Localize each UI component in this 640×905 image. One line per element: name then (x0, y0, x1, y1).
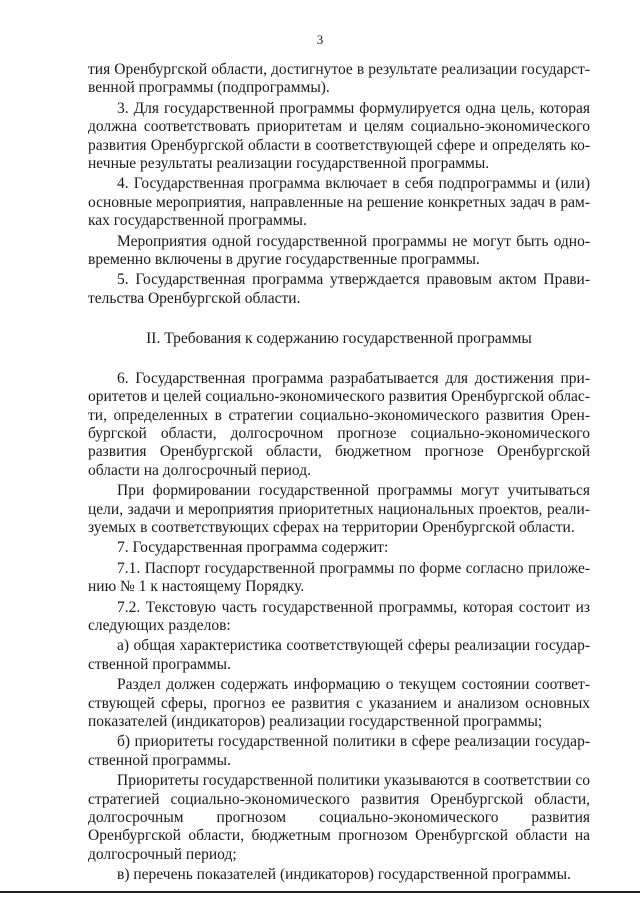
paragraph-item-7-2: 7.2. Текстовую часть государственной программы, которая состоит из следующих разделов: (88, 598, 590, 634)
paragraph-priorities: Приоритеты государственной политики указываются в соответствии со стратегией социально-экономического развития Оренбургской области, долгосрочным прогнозом социально-экономического развития Оренбургской области, бюджетным прогнозом Оренбургской области на долгосрочный период; (88, 772, 590, 863)
paragraph-item-3: 3. Для государственной программы формулируется одна цель, которая должна соответствовать приоритетам и целям социально-экономического развития Оренбургской области в соответствующей сфере и определять конечные результаты реализации государственной программы. (88, 99, 590, 173)
paragraph-national-projects: При формировании государственной программы могут учитываться цели, задачи и мероприятия приоритетных национальных проектов, реализуемых в соответствующих сферах на территории Оренбургской области. (88, 482, 590, 536)
paragraph-continuation: тия Оренбургской области, достигнутое в результате реализации государственной программы (подпрограммы). (88, 61, 590, 97)
paragraph-item-4: 4. Государственная программа включает в себя подпрограммы и (или) основные мероприятия, направленные на решение конкретных задач в рамках государственной программы. (88, 175, 590, 230)
paragraph-item-5: 5. Государственная программа утверждается правовым актом Правительства Оренбургской области. (88, 271, 590, 307)
document-body (88, 61, 590, 885)
paragraph-item-7: 7. Государственная программа содержит: (117, 539, 389, 557)
bottom-rule (0, 891, 640, 893)
paragraph-section-content: Раздел должен содержать информацию о текущем состоянии соответствующей сферы, прогноз ее развития с указанием и анализом основных показателей (индикаторов) реализации государственной программы; (88, 676, 590, 730)
page-number: 3 (316, 32, 324, 47)
paragraph-subitem-v: в) перечень показателей (индикаторов) государственной программы. (117, 866, 571, 884)
paragraph-item-6: 6. Государственная программа разрабатывается для достижения приоритетов и целей социально-экономического развития Оренбургской области, определенных в стратегии социально-экономического развития Оренбургской области, долгосрочном прогнозе социально-экономического развития Оренбургской области, бюджетном прогнозе Оренбургской области на долгосрочный период. (88, 369, 590, 479)
paragraph-events: Мероприятия одной государственной программы не могут быть одновременно включены в другие государственные программы. (88, 232, 590, 269)
paragraph-subitem-b: б) приоритеты государственной политики в сфере реализации государственной программы. (88, 733, 590, 769)
section-heading: II. Требования к содержанию государственной программы (146, 330, 532, 348)
paragraph-subitem-a: а) общая характеристика соответствующей сферы реализации государственной программы. (88, 637, 590, 673)
paragraph-item-7-1: 7.1. Паспорт государственной программы по форме согласно приложению № 1 к настоящему Порядку. (88, 559, 590, 596)
